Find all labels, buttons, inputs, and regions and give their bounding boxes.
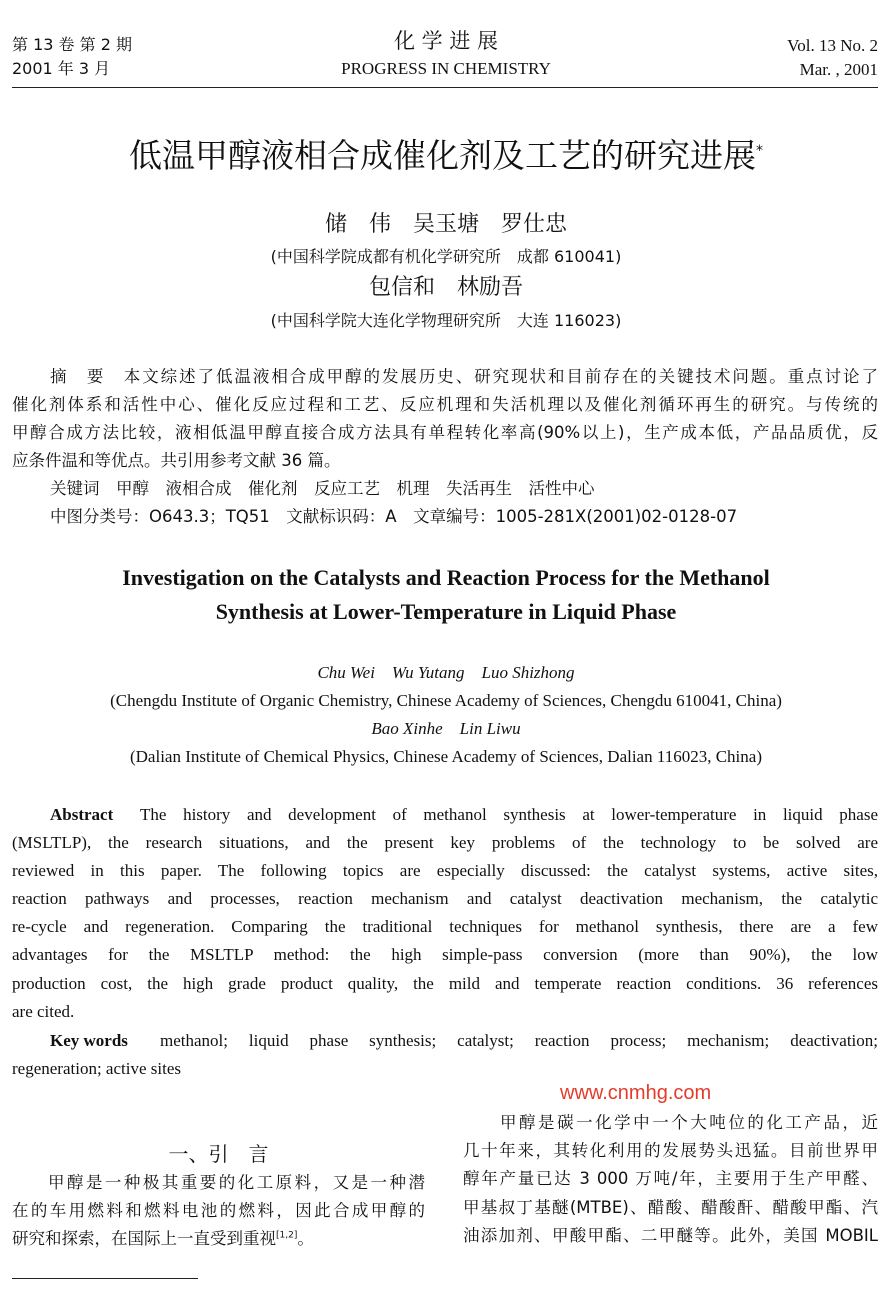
section-heading: 一、引 言 [168,1142,269,1166]
body-right-line: 甲基叔丁基醚(MTBE)、醋酸、醋酸酐、醋酸甲酯、汽 [463,1198,878,1217]
body-right-line: 几十年来，其转化利用的发展势头迅猛。目前世界甲 [463,1141,878,1160]
affiliation-cn-1: (中国科学院成都有机化学研究所 成都 610041) [270,247,622,266]
abstract-cn-line: 甲醇合成方法比较，液相低温甲醇直接合成方法具有单程转化率高(90%以上)，生产成本低，产品品质优，反 [12,423,878,442]
journal-title-cn: 化 学 进 展 [393,29,499,53]
keywords-en-label: Key words [50,1031,128,1050]
body-left-line: 在的车用燃料和燃料电池的燃料，因此合成甲醇的 [12,1201,425,1220]
abstract-en-line: advantages for the MSLTLP method: the high simple-pass conversion (more than 90%), the low [12,945,878,964]
abstract-en-line: production cost, the high grade product quality, the mild and temperate reaction conditions. 36 references [12,974,878,993]
body-left-line: 甲醇是一种极其重要的化工原料，又是一种潜 [48,1173,425,1192]
abstract-en-line: (MSLTLP), the research situations, and the present key problems of the technology to be solved are [12,833,878,852]
abstract-cn-line: 应条件温和等优点。共引用参考文献 36 篇。 [12,451,341,470]
body-left-line: 研究和探索，在国际上一直受到重视[1,2]。 [12,1229,314,1248]
abstract-en-line: reviewed in this paper. The following topics are especially discussed: the catalyst systems, active sites, [12,861,878,880]
watermark: www.cnmhg.com [560,1082,712,1104]
date-en: Mar. , 2001 [799,60,878,79]
volume-issue: 第 13 卷 第 2 期 [12,35,132,54]
title-en-line: Synthesis at Lower-Temperature in Liquid Phase [215,599,677,624]
abstract-en-line: re-cycle and regeneration. Comparing the traditional techniques for methanol synthesis, there are a few [12,917,878,936]
citation: [1,2] [276,1230,298,1241]
body-right-line: 醇年产量已达 3 000 万吨/年，主要用于生产甲醛、 [463,1169,878,1188]
keywords-en-line: methanol; liquid phase synthesis; catalyst; reaction process; mechanism; deactivation; [160,1031,878,1050]
authors-en-1: Chu Wei Wu Yutang Luo Shizhong [317,663,575,682]
affiliation-cn-2: (中国科学院大连化学物理研究所 大连 116023) [270,311,622,330]
abstract-cn-line: 摘 要 本文综述了低温液相合成甲醇的发展历史、研究现状和目前存在的关键技术问题。重点讨论了 [50,367,878,386]
header-rule [12,87,878,88]
body-right-line: 油添加剂、甲酸甲酯、二甲醚等。此外，美国 MOBIL [463,1226,878,1245]
journal-title-en: PROGRESS IN CHEMISTRY [341,59,551,78]
abstract-en-line: are cited. [12,1002,75,1021]
volume-en: Vol. 13 No. 2 [787,36,878,55]
title-cn: 低温甲醇液相合成催化剂及工艺的研究进展* [129,136,763,175]
footnote-rule [12,1278,198,1279]
body-right-line: 甲醇是碳一化学中一个大吨位的化工产品，近 [500,1113,878,1132]
abstract-en-line: The history and development of methanol synthesis at lower-temperature in liquid phase [140,805,878,824]
date-cn: 2001 年 3 月 [12,59,111,78]
affiliation-en-2: (Dalian Institute of Chemical Physics, Chinese Academy of Sciences, Dalian 116023, China) [129,747,762,766]
keywords-cn: 关键词 甲醇 液相合成 催化剂 反应工艺 机理 失活再生 活性中心 [50,479,595,498]
authors-cn-1: 储 伟 吴玉塘 罗仕忠 [324,212,567,237]
abstract-label: Abstract [50,805,114,824]
abstract-cn-line: 催化剂体系和活性中心、催化反应过程和工艺、反应机理和失活机理以及催化剂循环再生的研究。与传统的 [12,395,878,414]
classification: 中图分类号：O643.3；TQ51 文献标识码：A 文章编号：1005-281X(2001)02-0128-07 [50,507,738,526]
abstract-en-line: reaction pathways and processes, reaction mechanism and catalyst deactivation mechanism, the catalytic [12,889,878,908]
authors-en-2: Bao Xinhe Lin Liwu [371,719,521,738]
keywords-en-line: regeneration; active sites [12,1059,181,1078]
title-en-line: Investigation on the Catalysts and Reaction Process for the Methanol [122,565,770,590]
authors-cn-2: 包信和 林励吾 [368,275,523,300]
affiliation-en-1: (Chengdu Institute of Organic Chemistry, Chinese Academy of Sciences, Chengdu 610041, China) [110,691,782,710]
